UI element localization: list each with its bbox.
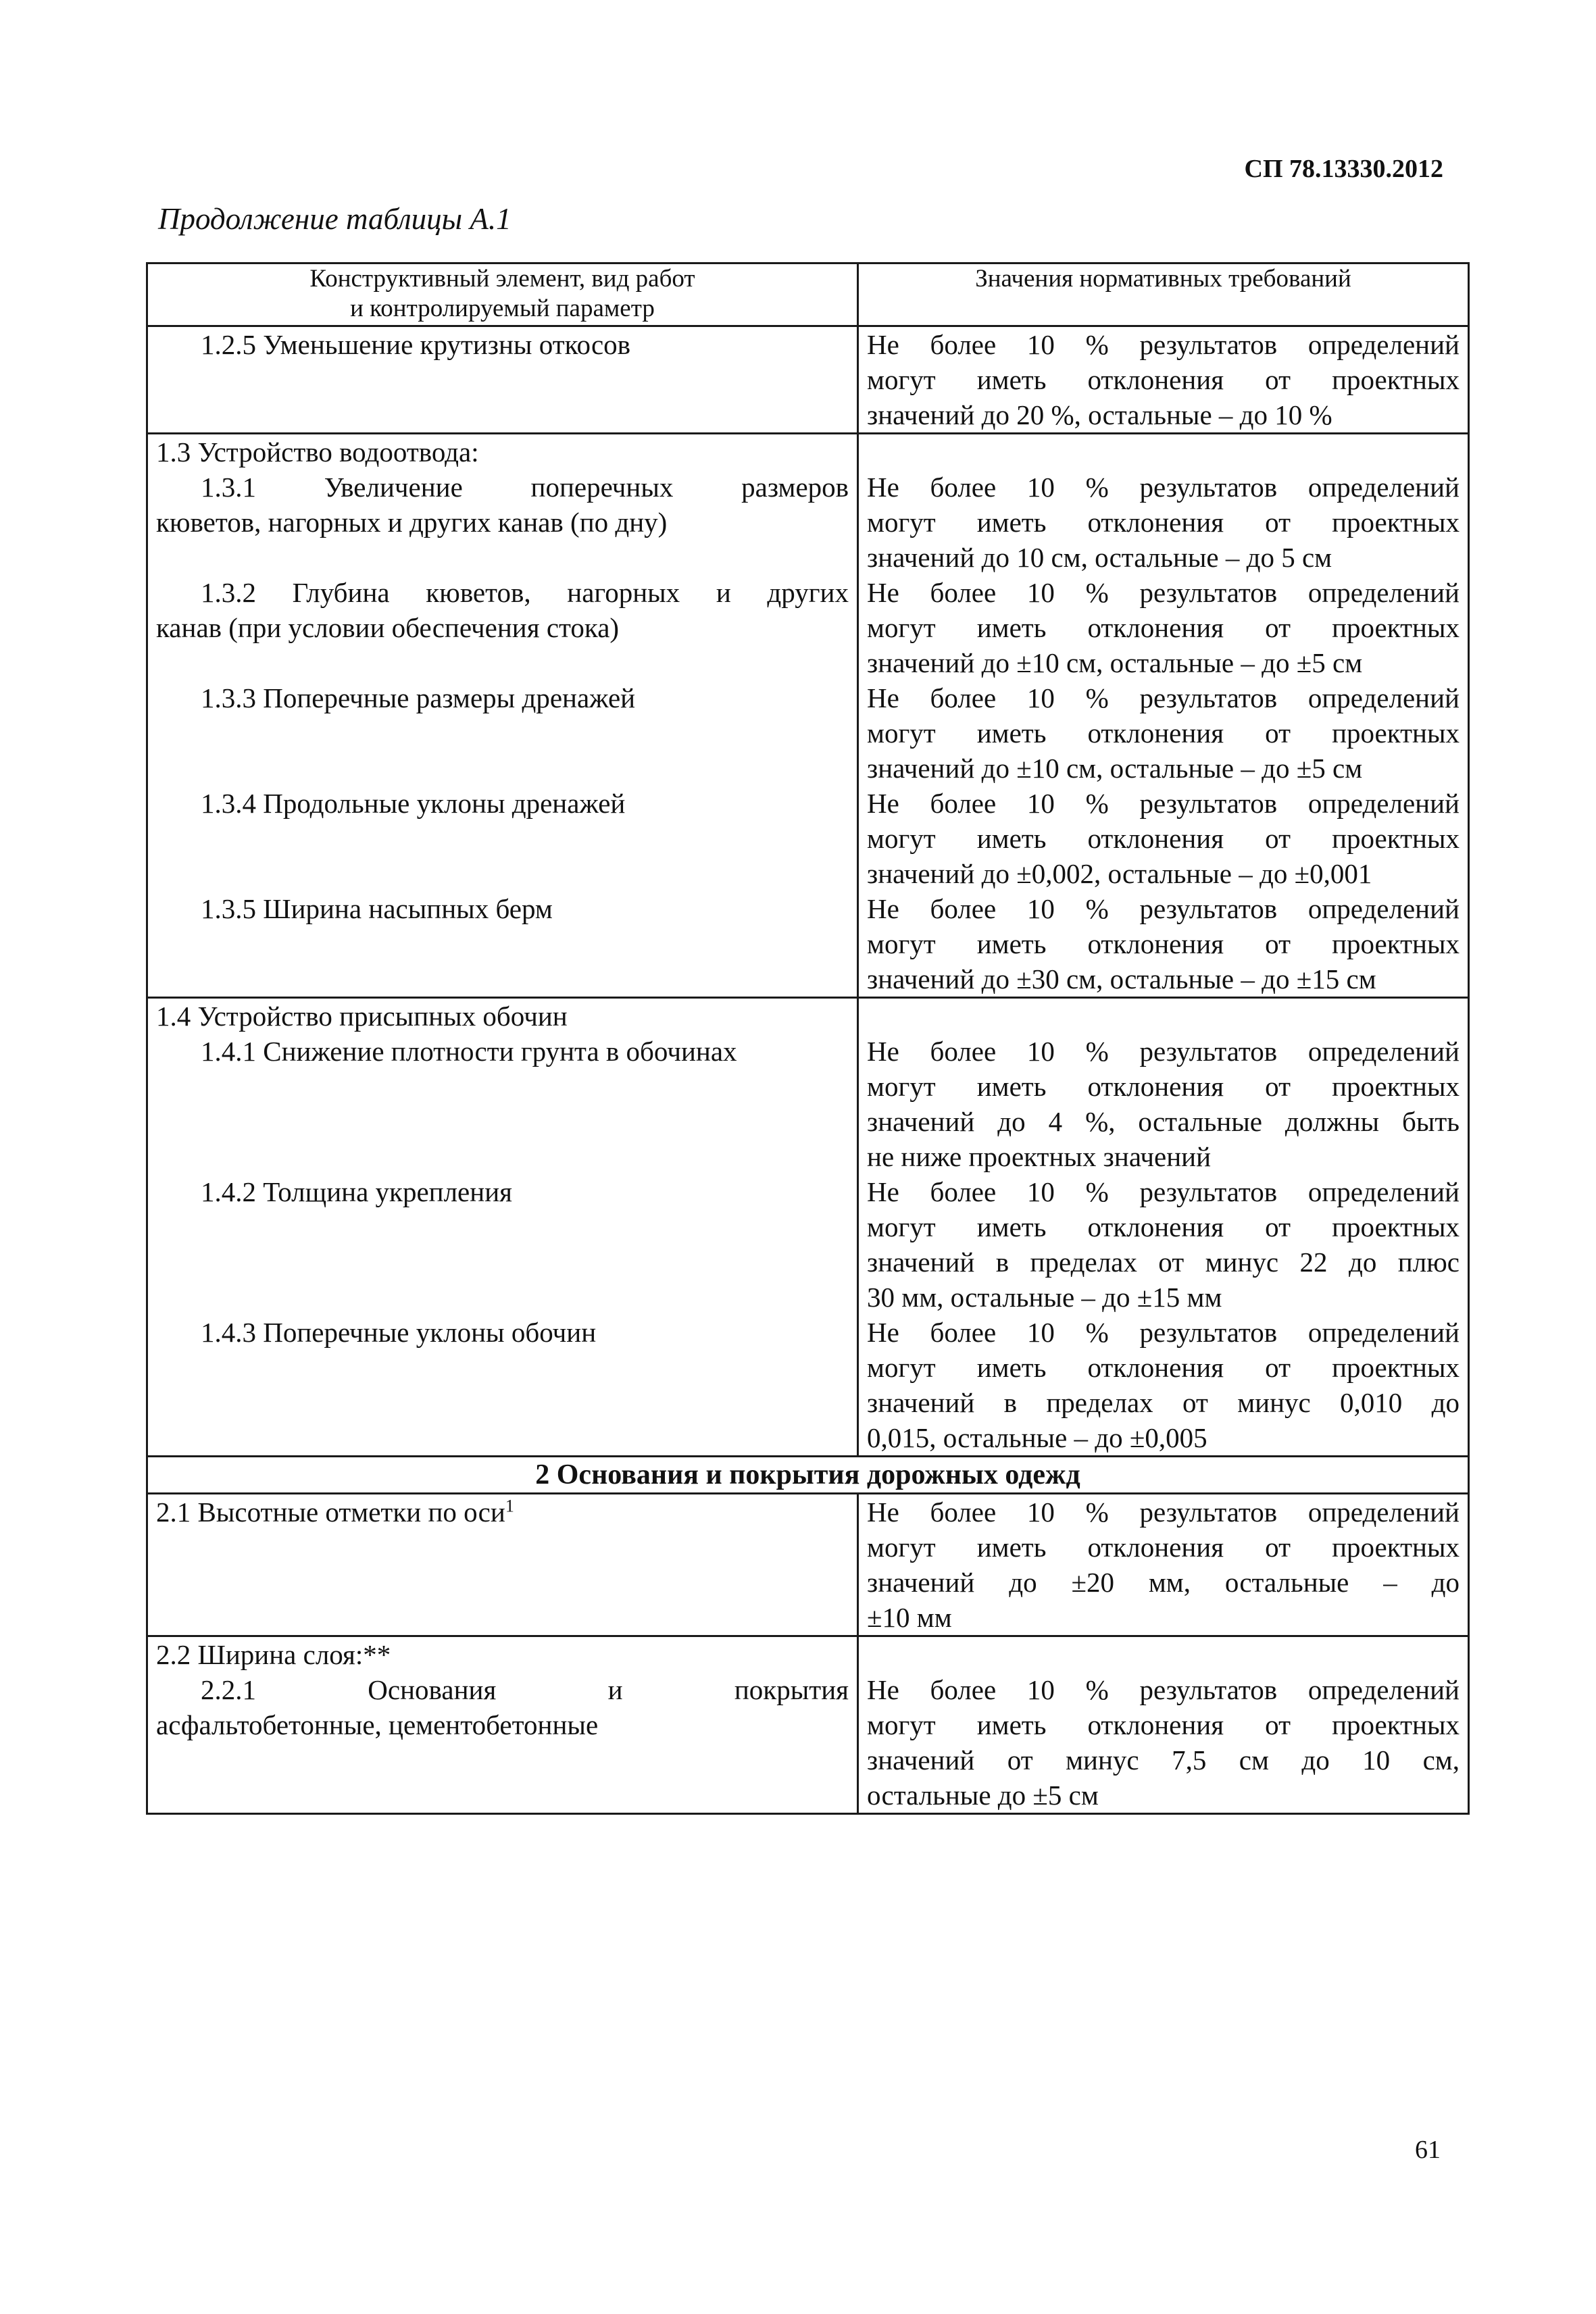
- requirement-line: остальные до ±5 см: [867, 1780, 1099, 1811]
- table-header-row: [147, 263, 1469, 326]
- page-number: 61: [1415, 2136, 1441, 2164]
- table-row: [147, 434, 1469, 998]
- group-title: 1.4 Устройство присыпных обочин: [156, 1001, 568, 1032]
- parameter-text: 1.3.1 Увеличение поперечных размеров: [201, 472, 849, 503]
- table-row: [147, 326, 1469, 434]
- group-title: 2.2 Ширина слоя:**: [156, 1639, 391, 1670]
- parameter-cell: [147, 998, 858, 1457]
- requirement-line: Не более 10 % результатов определений: [867, 788, 1460, 819]
- requirement-line: Не более 10 % результатов определений: [867, 1036, 1460, 1067]
- requirement-line: Не более 10 % результатов определений: [867, 893, 1460, 924]
- column-header-requirements: Значения нормативных требований: [858, 263, 1469, 326]
- table-row: [147, 998, 1469, 1457]
- requirement-cell: [858, 434, 1469, 998]
- requirement-cell: [858, 1636, 1469, 1814]
- table-row: [147, 1636, 1469, 1814]
- parameter-text: 1.4.2 Толщина укрепления: [201, 1176, 512, 1207]
- requirement-line: могут иметь отклонения от проектных: [867, 718, 1460, 749]
- requirement-line: значений до ±10 см, остальные – до ±5 см: [867, 753, 1363, 784]
- parameter-text: 1.3.3 Поперечные размеры дренажей: [201, 682, 636, 713]
- requirement-line: значений до 20 %, остальные – до 10 %: [867, 399, 1332, 430]
- requirement-cell: [858, 326, 1469, 434]
- requirement-line: могут иметь отклонения от проектных: [867, 507, 1460, 538]
- requirement-line: значений до ±30 см, остальные – до ±15 см: [867, 963, 1376, 995]
- requirement-line: Не более 10 % результатов определений: [867, 1674, 1460, 1705]
- requirement-line: Не более 10 % результатов определений: [867, 1317, 1460, 1348]
- requirement-line: Не более 10 % результатов определений: [867, 1176, 1460, 1207]
- requirement-line: ±10 мм: [867, 1602, 952, 1633]
- requirement-line: 0,015, остальные – до ±0,005: [867, 1422, 1207, 1453]
- parameter-text: 1.3.4 Продольные уклоны дренажей: [201, 788, 626, 819]
- parameter-text: 1.4.1 Снижение плотности грунта в обочинах: [201, 1036, 737, 1067]
- parameter-text: 1.2.5 Уменьшение крутизны откосов: [201, 329, 631, 360]
- requirement-line: значений в пределах от минус 0,010 до: [867, 1387, 1460, 1418]
- requirement-line: значений от минус 7,5 см до 10 см,: [867, 1744, 1460, 1776]
- requirement-cell: [858, 1494, 1469, 1636]
- parameter-text: 2.2.1 Основания и покрытия: [201, 1674, 849, 1705]
- parameter-text: асфальтобетонные, цементобетонные: [156, 1709, 599, 1740]
- column-header-line: Конструктивный элемент, вид работ: [309, 265, 695, 293]
- table-caption: Продолжение таблицы А.1: [158, 202, 512, 236]
- requirement-line: могут иметь отклонения от проектных: [867, 364, 1460, 395]
- parameter-text: 1.4.3 Поперечные уклоны обочин: [201, 1317, 597, 1348]
- requirement-line: 30 мм, остальные – до ±15 мм: [867, 1282, 1222, 1313]
- footnote-mark: 1: [505, 1496, 514, 1516]
- parameter-text: кюветов, нагорных и других канав (по дну): [156, 507, 668, 538]
- parameter-text: [156, 1494, 849, 1530]
- requirement-line: значений в пределах от минус 22 до плюс: [867, 1247, 1460, 1278]
- parameter-label: 2.1 Высотные отметки по оси: [156, 1496, 505, 1528]
- requirement-line: могут иметь отклонения от проектных: [867, 612, 1460, 643]
- parameter-text: 1.3.2 Глубина кюветов, нагорных и других: [201, 577, 849, 608]
- requirement-line: могут иметь отклонения от проектных: [867, 928, 1460, 959]
- requirement-line: Не более 10 % результатов определений: [867, 472, 1460, 503]
- requirement-line: могут иметь отклонения от проектных: [867, 1709, 1460, 1740]
- requirement-line: могут иметь отклонения от проектных: [867, 1532, 1460, 1563]
- requirement-line: Не более 10 % результатов определений: [867, 682, 1460, 713]
- requirement-cell: [858, 998, 1469, 1457]
- requirement-line: значений до 4 %, остальные должны быть: [867, 1106, 1460, 1137]
- parameter-cell: [147, 1494, 858, 1636]
- requirement-line: значений до ±10 см, остальные – до ±5 см: [867, 647, 1363, 678]
- requirement-line: могут иметь отклонения от проектных: [867, 823, 1460, 854]
- document-code: СП 78.13330.2012: [1244, 155, 1443, 183]
- column-header-line: и контролируемый параметр: [350, 295, 655, 322]
- requirement-line: значений до ±20 мм, остальные – до: [867, 1567, 1460, 1598]
- parameter-text: 1.3.5 Ширина насыпных берм: [201, 893, 553, 924]
- requirement-line: не ниже проектных значений: [867, 1141, 1212, 1172]
- requirement-line: Не более 10 % результатов определений: [867, 1496, 1460, 1528]
- group-title: 1.3 Устройство водоотвода:: [156, 436, 479, 468]
- requirement-line: могут иметь отклонения от проектных: [867, 1071, 1460, 1102]
- table-row: [147, 1494, 1469, 1636]
- requirements-table: [146, 262, 1470, 1815]
- parameter-cell: [147, 326, 858, 434]
- requirement-line: могут иметь отклонения от проектных: [867, 1211, 1460, 1242]
- parameter-cell: [147, 434, 858, 998]
- requirement-line: значений до 10 см, остальные – до 5 см: [867, 542, 1332, 573]
- section-heading: 2 Основания и покрытия дорожных одежд: [147, 1457, 1469, 1494]
- requirement-line: могут иметь отклонения от проектных: [867, 1352, 1460, 1383]
- requirement-line: значений до ±0,002, остальные – до ±0,001: [867, 858, 1372, 889]
- requirement-line: Не более 10 % результатов определений: [867, 329, 1460, 360]
- parameter-cell: [147, 1636, 858, 1814]
- column-header-element: [147, 263, 858, 326]
- requirement-line: Не более 10 % результатов определений: [867, 577, 1460, 608]
- parameter-text: канав (при условии обеспечения стока): [156, 612, 620, 643]
- section-row: [147, 1457, 1469, 1494]
